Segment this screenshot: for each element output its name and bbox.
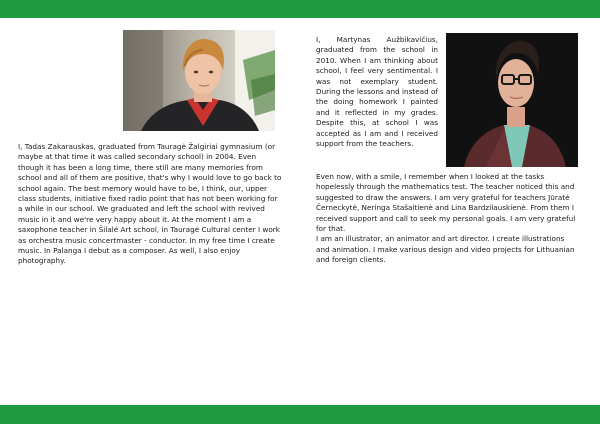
portrait-photo-icon: [446, 33, 578, 167]
profile-bio-martynas-continued: [316, 172, 578, 266]
portrait-photo-right: [446, 33, 578, 167]
profile-bio-martynas-intro: [316, 35, 438, 149]
top-color-band: [0, 0, 600, 18]
profile-bio-tadas: [18, 142, 284, 267]
bio-paragraph: I, Martynas Aužbikavičius, graduated from the school in 2010. When I am thinking about school, I feel very sentimental. I was not exemplary student. During the lessons and instead of the doing homework I painted and it reflected in my grades. Despite this, at school I was accepted as I am and I received support from the teachers.: [316, 35, 438, 149]
portrait-photo-icon: [123, 30, 275, 131]
bottom-color-band: [0, 405, 600, 424]
bio-paragraph: I, Tadas Zakarauskas, graduated from Tauragė Žalgiriai gymnasium (or maybe at that time it was called secondary school) in 2004. Even though it has been a long time, there still are many memories from school and all of them are positive, that's why I would love to go back to school again. The best memory would have to be, I think, our, upper class students, initiative fixed radio point that has not been working for a while in our school. We graduated and left the school with revived music in it and we're very happy about it. At the moment I am a saxophone teacher in Šilalė Art school, in Tauragė Cultural center I work as orchestra music concertmaster - conductor. In my free time I create music. In Palanga I debut as a composer. As well, I also enjoy photography.: [18, 142, 282, 266]
portrait-photo-left: [123, 30, 275, 131]
bio-paragraph: I am an illustrator, an animator and art director. I create illustrations and animation. I make various design and video projects for Lithuanian and foreign clients.: [316, 234, 575, 265]
bio-paragraph: Even now, with a smile, I remember when I looked at the tasks hopelessly through the mathematics test. The teacher noticed this and suggested to draw the answers. I am very grateful for teachers Jūratė Černeckytė, Neringa Stašaitienė and Lina Bardzilauskienė. From them I received support and call to seek my personal goals. I am very grateful for that.: [316, 172, 576, 234]
